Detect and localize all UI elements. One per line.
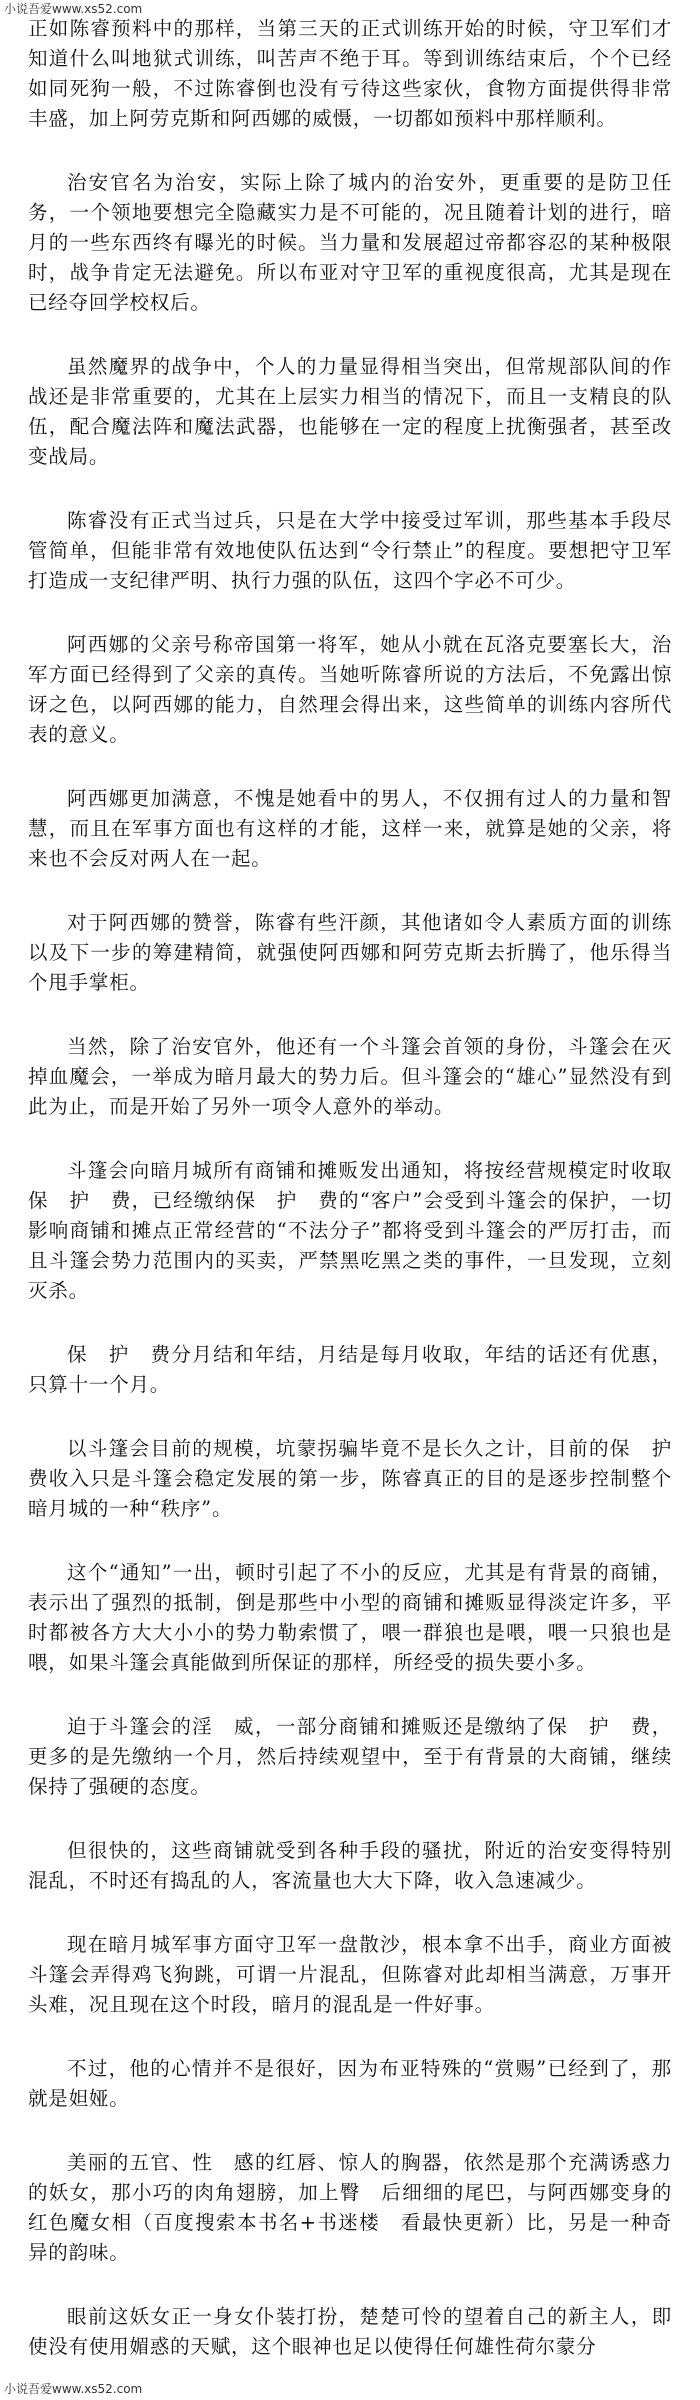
paragraph: 治安官名为治安，实际上除了城内的治安外，更重要的是防卫任务，一个领地要想完全隐藏实力是不可能的，况且随着计划的进行，暗月的一些东西终有曝光的时候。当力量和发展超过帝都容忍的某种极限时，战争肯定无法避免。所以布亚对守卫军的重视度很高，尤其是现在已经夺回学校权后。: [28, 171, 672, 314]
paragraph: 虽然魔界的战争中，个人的力量显得相当突出，但常规部队间的作战还是非常重要的，尤其在上层实力相当的情况下，而且一支精良的队伍，配合魔法阵和魔法武器，也能够在一定的程度上扰衡强者，甚至改变战局。: [28, 355, 672, 468]
chapter-body: [28, 14, 693, 2396]
paragraph: 但很快的，这些商铺就受到各种手段的骚扰，附近的治安变得特别混乱，不时还有捣乱的人，客流量也大大下降，收入急速减少。: [28, 1839, 672, 1892]
paragraph: 当然，除了治安官外，他还有一个斗篷会首领的身份，斗篷会在灭掉血魔会，一举成为暗月最大的势力后。但斗篷会的“雄心”显然没有到此为止，而是开始了另外一项令人意外的举动。: [28, 1035, 672, 1118]
paragraph: 陈睿没有正式当过兵，只是在大学中接受过军训，那些基本手段尽管简单，但能非常有效地使队伍达到“令行禁止”的程度。要想把守卫军打造成一支纪律严明、执行力强的队伍，这四个字必不可少。: [28, 509, 672, 592]
paragraph: 阿西娜更加满意，不愧是她看中的男人，不仅拥有过人的力量和智慧，而且在军事方面也有这样的才能，这样一来，就算是她的父亲，将来也不会反对两人在一起。: [28, 787, 672, 870]
paragraph: 眼前这妖女正一身女仆装打扮，楚楚可怜的望着自己的新主人，即使没有使用媚惑的天赋，这个眼神也足以使得任何雄性荷尔蒙分: [28, 2305, 672, 2358]
paragraph: 以斗篷会目前的规模，坑蒙拐骗毕竟不是长久之计，目前的保 护 费收入只是斗篷会稳定发展的第一步，陈睿真正的目的是逐步控制整个暗月城的一种“秩序”。: [28, 1437, 693, 1520]
paragraph: 对于阿西娜的赞誉，陈睿有些汗颜，其他诸如令人素质方面的训练以及下一步的筹建精简，就强使阿西娜和阿劳克斯去折腾了，他乐得当个甩手掌柜。: [28, 911, 672, 994]
site-watermark-bottom: 小说吾爱www.xs52.com: [4, 2382, 143, 2396]
paragraph: 保 护 费分月结和年结，月结是每月收取，年结的话还有优惠，只算十一个月。: [28, 1343, 672, 1396]
paragraph: 这个“通知”一出，顿时引起了不小的反应，尤其是有背景的商铺，表示出了强烈的抵制，倒是那些中小型的商铺和摊贩显得淡定许多，平时都被各方大大小小的势力勒索惯了，喂一群狼也是喂，喂一只狼也是喂，如果斗篷会真能做到所保证的那样，所经受的损失要小多。: [28, 1561, 672, 1674]
paragraph: 阿西娜的父亲号称帝国第一将军，她从小就在瓦洛克要塞长大，治军方面已经得到了父亲的真传。当她听陈睿所说的方法后，不免露出惊讶之色，以阿西娜的能力，自然理会得出来，这些简单的训练内容所代表的意义。: [28, 633, 672, 746]
paragraph: 现在暗月城军事方面守卫军一盘散沙，根本拿不出手，商业方面被斗篷会弄得鸡飞狗跳，可谓一片混乱，但陈睿对此却相当满意，万事开头难，况且现在这个时段，暗月的混乱是一件好事。: [28, 1933, 672, 2016]
site-watermark-top: 小说吾爱www.xs52.com: [4, 2, 143, 16]
paragraph: 不过，他的心情并不是很好，因为布亚特殊的“赏赐”已经到了，那就是妲娅。: [28, 2057, 672, 2110]
paragraph: 迫于斗篷会的淫 威，一部分商铺和摊贩还是缴纳了保 护 费，更多的是先缴纳一个月，然后持续观望中，至于有背景的大商铺，继续保持了强硬的态度。: [28, 1715, 672, 1798]
paragraph: 美丽的五官、性 感的红唇、惊人的胸器，依然是那个充满诱惑力的妖女，那小巧的肉角翅膀，加上臀 后细细的尾巴，与阿西娜变身的红色魔女相（百度搜索本书名+书迷楼 看最快更新）比，另是一种奇异的韵味。: [28, 2151, 672, 2264]
paragraph: 正如陈睿预料中的那样，当第三天的正式训练开始的时候，守卫军们才知道什么叫地狱式训练，叫苦声不绝于耳。等到训练结束后，个个已经如同死狗一般，不过陈睿倒也没有亏待这些家伙，食物方面提供得非常丰盛，加上阿劳克斯和阿西娜的威慑，一切都如预料中那样顺利。: [28, 17, 672, 130]
paragraph: 斗篷会向暗月城所有商铺和摊贩发出通知，将按经营规模定时收取保 护 费，已经缴纳保 护 费的“客户”会受到斗篷会的保护，一切影响商铺和摊点正常经营的“不法分子”都将受到斗篷会的严厉打击，而且斗篷会势力范围内的买卖，严禁黑吃黑之类的事件，一旦发现，立刻灭杀。: [28, 1159, 672, 1302]
